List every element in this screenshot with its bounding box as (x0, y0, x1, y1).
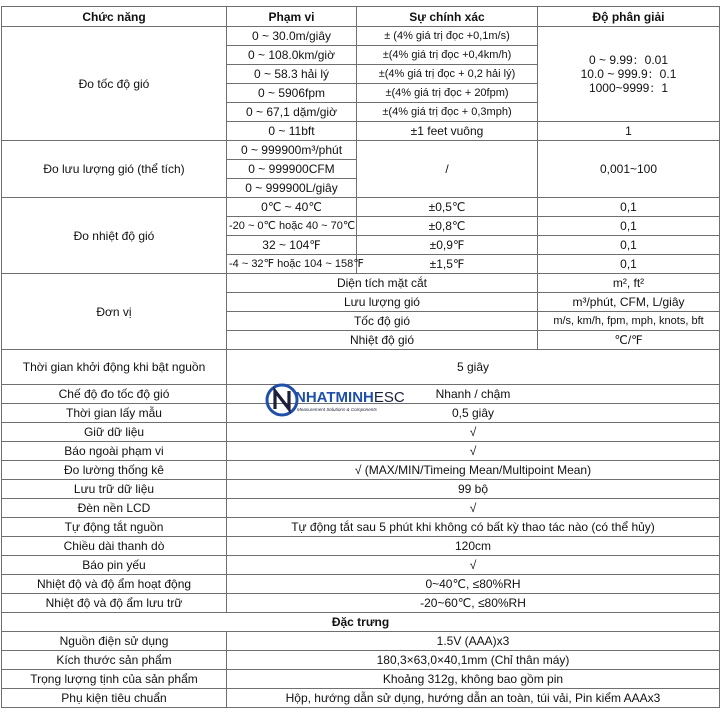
resolution-line: 1000~9999：1 (588, 81, 669, 95)
feature-value: √ (227, 423, 720, 442)
unit-value: m², ft² (538, 274, 720, 293)
resolution-line: 0 ~ 9.99：0.01 (588, 53, 669, 67)
wind-speed-resolution (538, 27, 720, 122)
unit-name: Nhiệt độ gió (227, 331, 538, 350)
logo-tagline: Measurement Solutions & Components (297, 407, 377, 412)
feature-value: 0,5 giây (227, 404, 720, 423)
logo-brand-text: NHATMINHESC (295, 389, 405, 406)
char-value: 1.5V (AAA)x3 (227, 632, 720, 651)
table-row (2, 594, 720, 613)
table-row (2, 689, 720, 708)
table-row (2, 274, 720, 293)
feature-label: Lưu trữ dữ liệu (2, 480, 227, 499)
section-title: Đặc trưng (2, 613, 720, 632)
feature-value: Nhanh / chậm (227, 385, 720, 404)
resolution-cell: 1 (538, 122, 720, 141)
char-value: Hộp, hướng dẫn sử dụng, hướng dẫn an toàn, túi vải, Pin kiểm AAAx3 (227, 689, 720, 708)
unit-name: Lưu lượng gió (227, 293, 538, 312)
char-label: Trọng lượng tịnh của sản phẩm (2, 670, 227, 689)
table-row (2, 423, 720, 442)
resolution-cell: 0,1 (538, 236, 720, 255)
section-row (2, 613, 720, 632)
feature-value: 5 giây (227, 350, 720, 385)
unit-value: ℃/℉ (538, 331, 720, 350)
feature-label: Báo ngoài phạm vi (2, 442, 227, 461)
feature-label: Nhiệt độ và độ ẩm lưu trữ (2, 594, 227, 613)
table-row (2, 442, 720, 461)
feature-value: √ (MAX/MIN/Timeing Mean/Multipoint Mean) (227, 461, 720, 480)
range-cell: -20 ~ 0℃ hoặc 40 ~ 70℃ (227, 217, 357, 236)
range-cell: 0 ~ 999900CFM (227, 160, 357, 179)
accuracy-cell: ±1,5℉ (357, 255, 538, 274)
range-cell: 32 ~ 104℉ (227, 236, 357, 255)
wind-speed-label: Đo tốc độ gió (2, 27, 227, 141)
table-row (2, 632, 720, 651)
watermark-logo (266, 380, 405, 420)
resolution-cell: 0,1 (538, 198, 720, 217)
temperature-label: Đo nhiệt độ gió (2, 198, 227, 274)
header-resolution: Độ phân giải (538, 7, 720, 27)
char-label: Nguồn điện sử dụng (2, 632, 227, 651)
range-cell: 0 ~ 999900m³/phút (227, 141, 357, 160)
range-cell: 0 ~ 58.3 hải lý (227, 65, 357, 84)
spec-table (1, 6, 720, 708)
header-range: Phạm vi (227, 7, 357, 27)
range-cell: 0 ~ 30.0m/giây (227, 27, 357, 46)
table-row (2, 575, 720, 594)
unit-name: Diện tích mặt cắt (227, 274, 538, 293)
feature-value: 120cm (227, 537, 720, 556)
feature-label: Đèn nền LCD (2, 499, 227, 518)
feature-label: Chế độ đo tốc độ gió (2, 385, 227, 404)
feature-label: Chiều dài thanh dò (2, 537, 227, 556)
air-flow-label: Đo lưu lượng gió (thể tích) (2, 141, 227, 198)
char-value: 180,3×63,0×40,1mm (Chỉ thân máy) (227, 651, 720, 670)
table-row (2, 499, 720, 518)
air-flow-resolution: 0,001~100 (538, 141, 720, 198)
accuracy-cell: ±0,5℃ (357, 198, 538, 217)
table-row (2, 27, 720, 46)
unit-value: m³/phút, CFM, L/giây (538, 293, 720, 312)
feature-label: Thời gian lấy mẫu (2, 404, 227, 423)
feature-label: Giữ dữ liệu (2, 423, 227, 442)
header-function: Chức năng (2, 7, 227, 27)
table-row (2, 480, 720, 499)
feature-label: Đo lường thống kê (2, 461, 227, 480)
feature-label: Nhiệt độ và độ ẩm hoạt động (2, 575, 227, 594)
table-row (2, 651, 720, 670)
char-value: Khoảng 312g, không bao gồm pin (227, 670, 720, 689)
table-row (2, 556, 720, 575)
feature-label: Tự động tắt nguồn (2, 518, 227, 537)
table-row (2, 141, 720, 160)
feature-label: Thời gian khởi động khi bật nguồn (2, 350, 227, 385)
feature-value: Tự động tắt sau 5 phút khi không có bất kỳ thao tác nào (có thể hủy) (227, 518, 720, 537)
accuracy-cell: ±(4% giá trị đọc + 0,3mph) (357, 103, 538, 122)
range-cell: 0 ~ 67,1 dặm/giờ (227, 103, 357, 122)
unit-name: Tốc độ gió (227, 312, 538, 331)
accuracy-cell: ± (4% giá trị đọc +0,1m/s) (357, 27, 538, 46)
table-row (2, 518, 720, 537)
accuracy-cell: ±0,8℃ (357, 217, 538, 236)
feature-value: -20~60℃, ≤80%RH (227, 594, 720, 613)
resolution-line: 10.0 ~ 999.9：0.1 (580, 67, 677, 81)
accuracy-cell: ±(4% giá trị đọc + 0,2 hải lý) (357, 65, 538, 84)
accuracy-cell: ±0,9℉ (357, 236, 538, 255)
char-label: Kích thước sản phẩm (2, 651, 227, 670)
feature-value: √ (227, 499, 720, 518)
range-cell: -4 ~ 32℉ hoặc 104 ~ 158℉ (227, 255, 357, 274)
units-label: Đơn vị (2, 274, 227, 350)
accuracy-cell: ±(4% giá trị đọc + 20fpm) (357, 84, 538, 103)
unit-value: m/s, km/h, fpm, mph, knots, bft (538, 312, 720, 331)
range-cell: 0℃ ~ 40℃ (227, 198, 357, 217)
range-cell: 0 ~ 5906fpm (227, 84, 357, 103)
header-accuracy: Sự chính xác (357, 7, 538, 27)
table-row (2, 198, 720, 217)
range-cell: 0 ~ 108.0km/giờ (227, 46, 357, 65)
resolution-cell: 0,1 (538, 255, 720, 274)
feature-label: Báo pin yếu (2, 556, 227, 575)
air-flow-accuracy: / (357, 141, 538, 198)
accuracy-cell: ±1 feet vuông (357, 122, 538, 141)
feature-value: 99 bộ (227, 480, 720, 499)
accuracy-cell: ±(4% giá trị đọc +0,4km/h) (357, 46, 538, 65)
char-label: Phụ kiện tiêu chuẩn (2, 689, 227, 708)
resolution-cell: 0,1 (538, 217, 720, 236)
range-cell: 0 ~ 11bft (227, 122, 357, 141)
logo-n-mark (275, 391, 289, 409)
table-row (2, 461, 720, 480)
table-row (2, 537, 720, 556)
header-row (2, 7, 720, 27)
feature-value: √ (227, 442, 720, 461)
feature-value: 0~40℃, ≤80%RH (227, 575, 720, 594)
feature-value: √ (227, 556, 720, 575)
table-row (2, 670, 720, 689)
range-cell: 0 ~ 999900L/giây (227, 179, 357, 198)
